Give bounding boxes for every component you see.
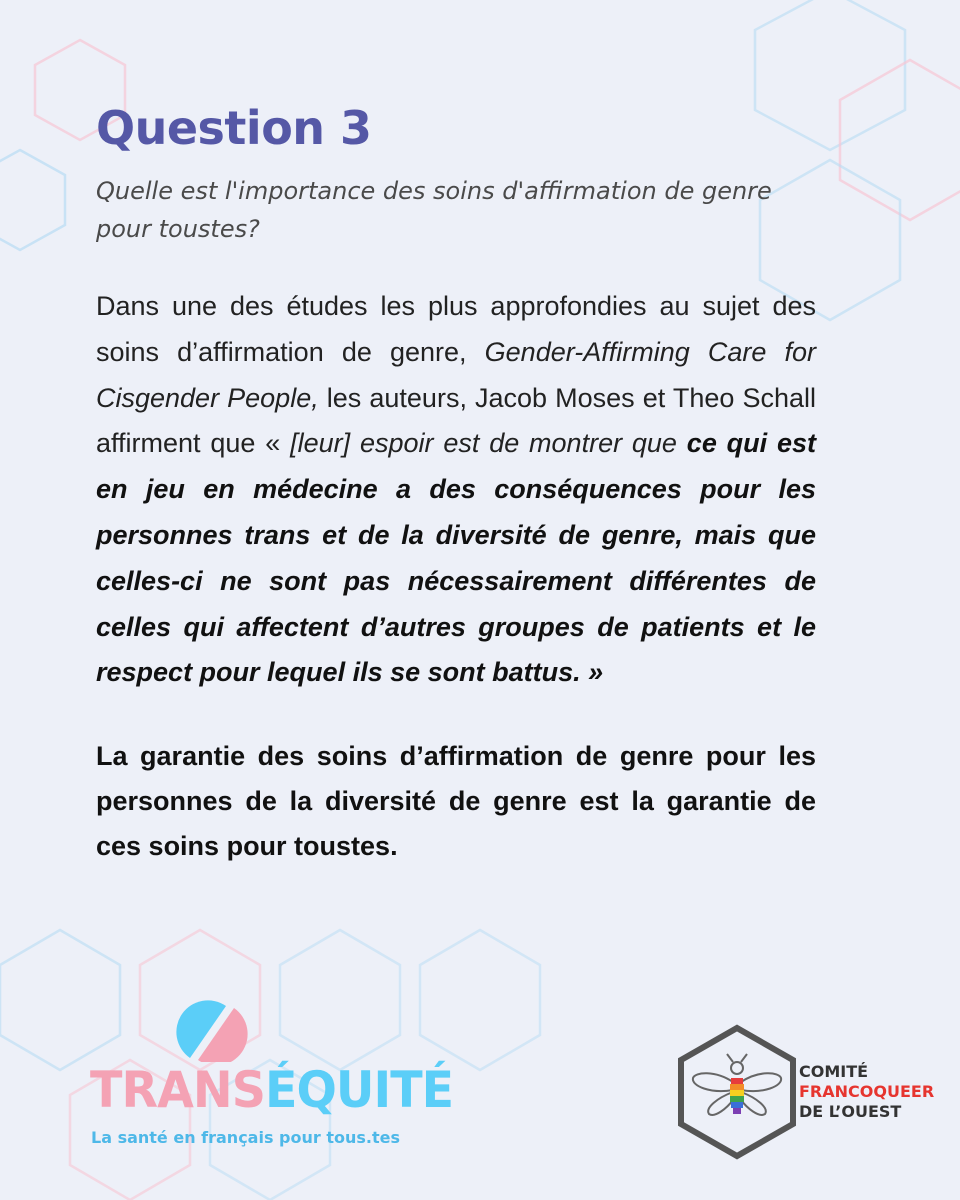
quote-italic: [leur] espoir est de montrer que bbox=[290, 428, 677, 459]
hexagon-outline bbox=[0, 150, 65, 250]
question-subtitle: Quelle est l'importance des soins d'affirmation de genre pour toustes? bbox=[96, 177, 772, 243]
cfo-line-2: FRANCOQUEER bbox=[799, 1082, 935, 1101]
transequite-circle-icon bbox=[170, 998, 262, 1062]
wordmark-equite: ÉQUITÉ bbox=[264, 1061, 454, 1119]
hexagon-outline bbox=[420, 930, 540, 1070]
hexagon-outline bbox=[840, 60, 960, 220]
book-title: Gender-Affirming Care for Cisgender People, bbox=[96, 336, 816, 413]
conclusion-paragraph: La garantie des soins d’affirmation de genre pour les personnes de la diversité de genre est la garantie de ces soins pour toustes. bbox=[96, 741, 816, 862]
wordmark-trans: TRANS bbox=[90, 1061, 265, 1119]
body-intro: Dans une des études les plus approfondies au sujet des soins d’affirmation de genre, bbox=[96, 291, 816, 367]
transequite-wordmark bbox=[90, 1060, 453, 1120]
main-content bbox=[96, 98, 816, 869]
cfo-line-1: COMITÉ bbox=[799, 1062, 869, 1081]
body-authors: les auteurs, Jacob Moses et Theo Schall affirment que « bbox=[96, 382, 816, 459]
transequite-tagline: La santé en français pour tous.tes bbox=[91, 1128, 401, 1147]
bee-hexagon-icon bbox=[675, 1022, 800, 1162]
quote-bold: ce qui est en jeu en médecine a des conséquences pour les personnes trans et de la diversité de genre, mais que celles-ci ne sont pas nécessairement différentes de celles qui affectent d’autres groupes de patients et le respect pour lequel ils se sont battus. bbox=[96, 428, 816, 688]
cfo-logo bbox=[675, 1022, 935, 1167]
cfo-line-3: DE L’OUEST bbox=[799, 1102, 902, 1121]
cfo-text bbox=[799, 1062, 934, 1122]
close-quote: » bbox=[588, 657, 604, 688]
question-title: Question 3 bbox=[96, 101, 372, 155]
transequite-logo bbox=[88, 990, 454, 1165]
body-paragraph bbox=[96, 284, 816, 696]
